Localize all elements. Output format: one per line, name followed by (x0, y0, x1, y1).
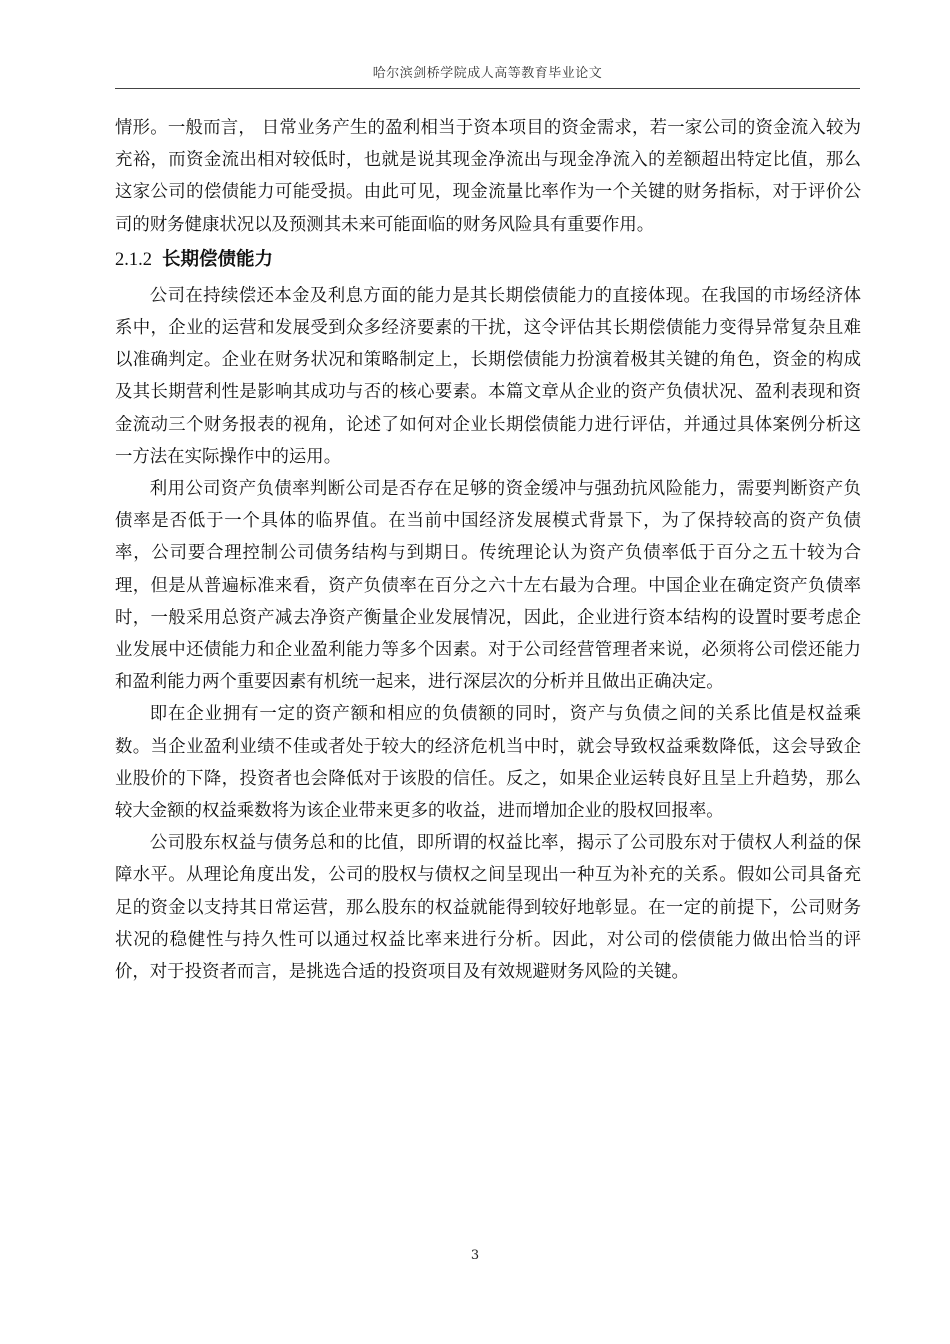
body-paragraph-2: 利用公司资产负债率判断公司是否存在足够的资金缓冲与强劲抗风险能力，需要判断资产负债率是否低于一个具体的临界值。在当前中国经济发展模式背景下，为了保持较高的资产负债率，公司要合理控制公司债务结构与到期日。传统理论认为资产负债率低于百分之五十较为合理，但是从普遍标准来看，资产负债率在百分之六十左右最为合理。中国企业在确定资产负债率时，一般采用总资产减去净资产衡量企业发展情况，因此，企业进行资本结构的设置时要考虑企业发展中还债能力和企业盈利能力等多个因素。对于公司经营管理者来说，必须将公司偿还能力和盈利能力两个重要因素有机统一起来，进行深层次的分析并且做出正确决定。 (115, 479, 861, 693)
section-heading (115, 246, 861, 274)
running-header: 哈尔滨剑桥学院成人高等教育毕业论文 (372, 66, 603, 81)
body-paragraph-4: 公司股东权益与债务总和的比值，即所谓的权益比率，揭示了公司股东对于债权人利益的保障水平。从理论角度出发，公司的股权与债权之间呈现出一种互为补充的关系。假如公司具备充足的资金以支持其日常运营，那么股东的权益就能得到较好地彰显。在一定的前提下，公司财务状况的稳健性与持久性可以通过权益比率来进行分析。因此，对公司的偿债能力做出恰当的评价，对于投资者而言，是挑选合适的投资项目及有效规避财务风险的关键。 (115, 833, 861, 983)
header-divider (115, 88, 860, 89)
body-paragraph-1: 公司在持续偿还本金及利息方面的能力是其长期偿债能力的直接体现。在我国的市场经济体系中，企业的运营和发展受到众多经济要素的干扰，这令评估其长期偿债能力变得异常复杂且难以准确判定。企业在财务状况和策略制定上，长期偿债能力扮演着极其关键的角色，资金的构成及其长期营利性是影响其成功与否的核心要素。本篇文章从企业的资产负债状况、盈利表现和资金流动三个财务报表的视角，论述了如何对企业长期偿债能力进行评估，并通过具体案例分析这一方法在实际操作中的运用。 (115, 285, 861, 467)
section-title: 长期偿债能力 (162, 248, 274, 270)
section-number: 2.1.2 (115, 249, 152, 270)
body-paragraph-3: 即在企业拥有一定的资产额和相应的负债额的同时，资产与负债之间的关系比值是权益乘数。当企业盈利业绩不佳或者处于较大的经济危机当中时，就会导致权益乘数降低，这会导致企业股价的下降，投资者也会降低对于该股的信任。反之，如果企业运转良好且呈上升趋势，那么较大金额的权益乘数将为该企业带来更多的收益，进而增加企业的股权回报率。 (115, 704, 861, 822)
page-number: 3 (470, 1248, 480, 1263)
page-body (115, 112, 861, 988)
intro-paragraph: 情形。一般而言， 日常业务产生的盈利相当于资本项目的资金需求，若一家公司的资金流入较为充裕，而资金流出相对较低时，也就是说其现金净流出与现金净流入的差额超出特定比值，那么这家公司的偿债能力可能受损。由此可见，现金流量比率作为一个关键的财务指标，对于评价公司的财务健康状况以及预测其未来可能面临的财务风险具有重要作用。 (115, 118, 861, 235)
